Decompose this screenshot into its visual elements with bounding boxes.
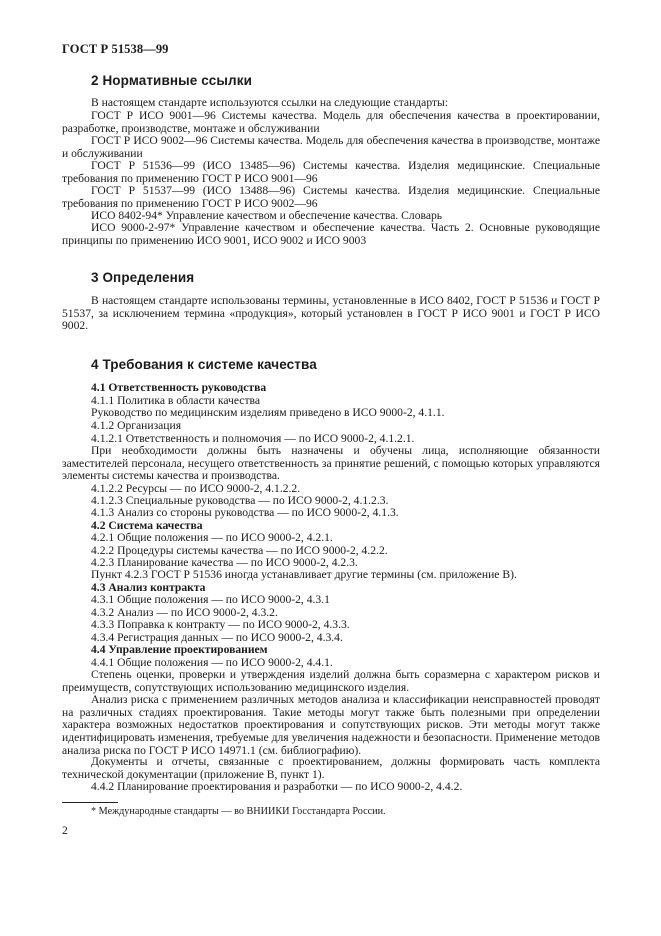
clause-4-4-1-paragraph: Степень оценки, проверки и утверждения изделий должна быть соразмерна с характером рисков и преимуществ, сопутствующих использованию медицинского изделия. <box>62 668 600 694</box>
clause-4-1-3: 4.1.3 Анализ со стороны руководства — по ИСО 9000-2, 4.1.3. <box>91 506 399 519</box>
subsection-4-4-title: 4.4 Управление проектированием <box>91 643 268 656</box>
clause-4-1-2-1: 4.1.2.1 Ответственность и полномочия — по ИСО 9000-2, 4.1.2.1. <box>91 432 415 445</box>
clause-4-4-1: 4.4.1 Общие положения — по ИСО 9000-2, 4.4.1. <box>91 656 333 669</box>
footnote: * Международные стандарты — во ВНИИКИ Госстандарта России. <box>91 806 386 817</box>
reference-item: ГОСТ Р 51537—99 (ИСО 13488—96) Системы качества. Изделия медицинские. Специальные требования по применению ГОСТ Р ИСО 9002—96 <box>62 184 600 210</box>
clause-4-4-2: 4.4.2 Планирование проектирования и разработки — по ИСО 9000-2, 4.4.2. <box>91 780 463 793</box>
page-number: 2 <box>62 824 68 837</box>
clause-4-3-4: 4.3.4 Регистрация данных — по ИСО 9000-2, 4.3.4. <box>91 631 343 644</box>
section-3-title: 3 Определения <box>91 270 195 285</box>
section-4-title: 4 Требования к системе качества <box>91 357 317 372</box>
clause-4-1-2-3: 4.1.2.3 Специальные руководства — по ИСО 9000-2, 4.1.2.3. <box>91 494 389 507</box>
clause-4-2-2: 4.2.2 Процедуры системы качества — по ИСО 9000-2, 4.2.2. <box>91 544 388 557</box>
clause-4-4-1-paragraph: Документы и отчеты, связанные с проектированием, должны формировать часть комплекта технической документации (приложение В, пункт 1). <box>62 755 600 781</box>
clause-4-4-1-paragraph: Анализ риска с применением различных методов анализа и классификации неисправностей проводят на различных стадиях проектирования. Такие методы могут также быть полезными при определении характера возможных недостатков проектирования и сопутствующих рисков. Эти методы могут также идентифицировать изменения, требуемые для увеличения надежности и безопасности. Применение методов анализа риска по ГОСТ Р ИСО 14971.1 (см. библиографию). <box>62 693 600 757</box>
clause-4-3-3: 4.3.3 Поправка к контракту — по ИСО 9000-2, 4.3.3. <box>91 618 350 631</box>
clause-4-1-1: 4.1.1 Политика в области качества <box>91 394 260 407</box>
subsection-4-1-title: 4.1 Ответственность руководства <box>91 381 267 394</box>
reference-item: ГОСТ Р ИСО 9002—96 Системы качества. Модель для обеспечения качества в производстве, монтаже и обслуживании <box>62 134 600 160</box>
reference-item: ГОСТ Р ИСО 9001—96 Системы качества. Модель для обеспечения качества в проектировании, разработке, производстве, монтаже и обслуживании <box>62 109 600 135</box>
clause-4-1-2-1-text: При необходимости должны быть назначены и обучены лица, исполняющие обязанности заместителей персонала, несущего ответственность за принятие решений, с помощью которых управляются элементы системы качества и производства. <box>62 444 600 483</box>
section-3-text: В настоящем стандарте использованы термины, установленные в ИСО 8402, ГОСТ Р 51536 и ГОСТ Р 51537, за исключением термина «продукция», который установлен в ГОСТ Р ИСО 9001 и ГОСТ Р ИСО 9002. <box>62 294 600 333</box>
reference-item: ГОСТ Р 51536—99 (ИСО 13485—96) Системы качества. Изделия медицинские. Специальные требования по применению ГОСТ Р ИСО 9001—96 <box>62 159 600 185</box>
subsection-4-3-title: 4.3 Анализ контракта <box>91 581 206 594</box>
clause-4-2-1: 4.2.1 Общие положения — по ИСО 9000-2, 4.2.1. <box>91 531 333 544</box>
section-2-intro: В настоящем стандарте используются ссылки на следующие стандарты: <box>91 96 449 109</box>
clause-4-1-2: 4.1.2 Организация <box>91 419 182 432</box>
clause-4-3-2: 4.3.2 Анализ — по ИСО 9000-2, 4.3.2. <box>91 606 278 619</box>
clause-4-1-2-2: 4.1.2.2 Ресурсы — по ИСО 9000-2, 4.1.2.2. <box>91 482 301 495</box>
reference-item: ИСО 9000-2-97* Управление качеством и обеспечение качества. Часть 2. Основные руководящие принципы по применению ИСО 9001, ИСО 9002 и ИСО 9003 <box>62 221 600 247</box>
clause-4-2-3: 4.2.3 Планирование качества — по ИСО 9000-2, 4.2.3. <box>91 556 358 569</box>
subsection-4-2-title: 4.2 Система качества <box>91 519 203 532</box>
clause-4-1-1-text: Руководство по медицинским изделиям приведено в ИСО 9000-2, 4.1.1. <box>91 406 445 419</box>
clause-4-3-1: 4.3.1 Общие положения — по ИСО 9000-2, 4.3.1 <box>91 593 330 606</box>
footnote-divider <box>62 802 118 803</box>
document-header: ГОСТ Р 51538—99 <box>62 42 169 56</box>
reference-item: ИСО 8402-94* Управление качеством и обеспечение качества. Словарь <box>91 209 443 222</box>
section-2-title: 2 Нормативные ссылки <box>91 73 252 88</box>
clause-4-2-3-note: Пункт 4.2.3 ГОСТ Р 51536 иногда устанавливает другие термины (см. приложение В). <box>91 568 517 581</box>
